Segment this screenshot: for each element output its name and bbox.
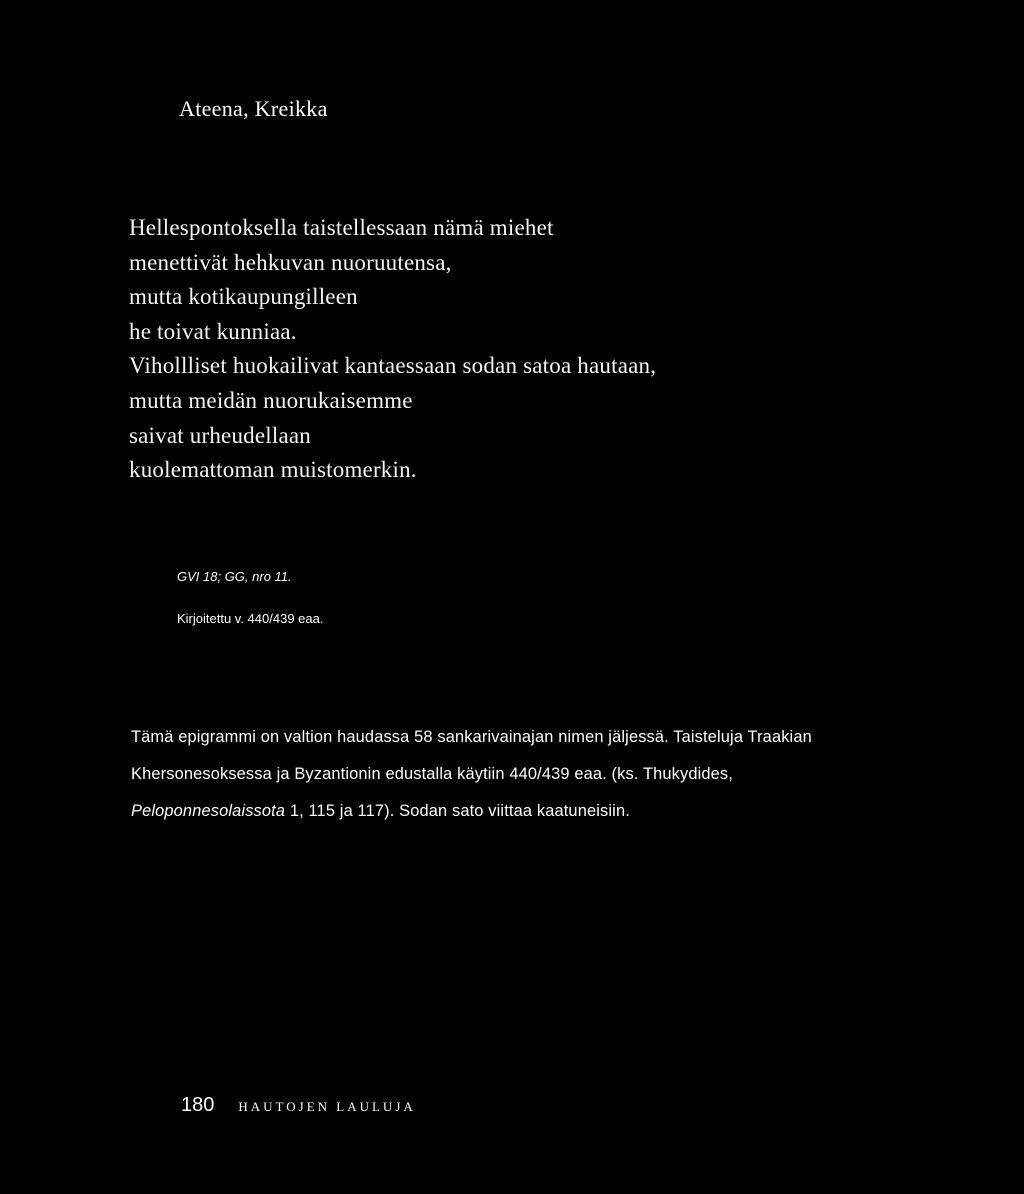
work-title: Peloponnesolaissota: [131, 802, 286, 820]
commentary-line: 1, 115 ja 117). Sodan sato viittaa kaatuneisiin.: [285, 802, 630, 820]
date-note: Kirjoitettu v. 440/439 eaa.: [177, 611, 324, 626]
poem-line: saivat urheudellaan: [129, 422, 311, 448]
page-footer: [181, 1094, 416, 1117]
poem-line: kuolemattoman muistomerkin.: [129, 457, 417, 483]
commentary-line: Khersonesoksessa ja Byzantionin edustalla käytiin 440/439 eaa. (ks. Thukydides,: [131, 765, 733, 783]
commentary-paragraph: [131, 719, 891, 830]
running-title: HAUTOJEN LAULUJA: [238, 1099, 416, 1114]
poem-line: mutta meidän nuorukaisemme: [129, 387, 413, 413]
poem-line: Hellespontoksella taistellessaan nämä miehet: [129, 215, 554, 240]
poem-line: menettivät hehkuvan nuoruutensa,: [129, 249, 452, 275]
commentary-line: Tämä epigrammi on valtion haudassa 58 sankarivainajan nimen jäljessä. Taisteluja Traakian: [131, 728, 812, 746]
poem-line: mutta kotikaupungilleen: [129, 284, 358, 310]
source-reference: GVI 18; GG, nro 11.: [177, 569, 292, 584]
epigram-poem: [129, 211, 656, 488]
page-number: 180: [181, 1094, 215, 1116]
location-heading: Ateena, Kreikka: [179, 96, 328, 121]
poem-line: he toivat kunniaa.: [129, 318, 297, 344]
poem-line: Vihollliset huokailivat kantaessaan sodan satoa hautaan,: [129, 353, 657, 379]
